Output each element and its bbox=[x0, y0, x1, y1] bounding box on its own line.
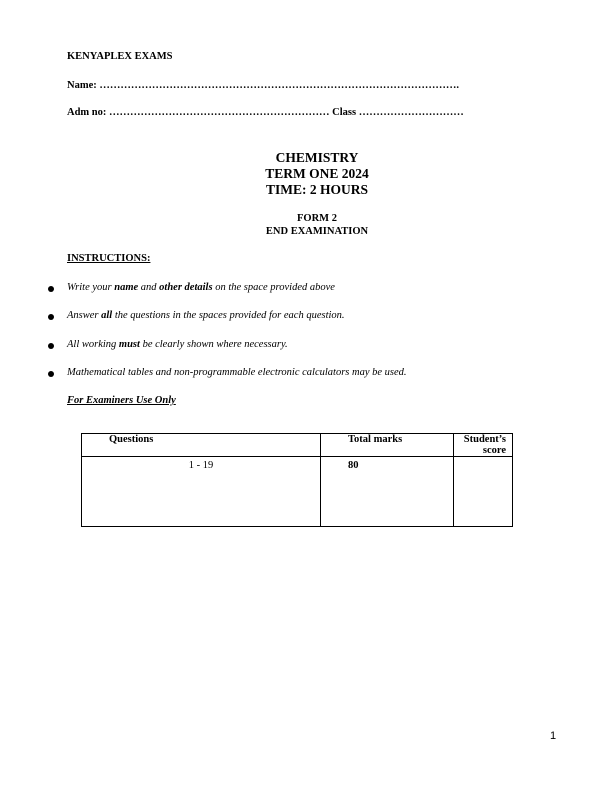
examiners-table bbox=[81, 433, 513, 527]
adm-field[interactable] bbox=[67, 107, 332, 118]
school-name: KENYAPLEX EXAMS bbox=[67, 51, 173, 62]
page-number: 1 bbox=[550, 730, 557, 742]
name-label: Name: bbox=[67, 80, 97, 91]
column-header-student-score: Student’s score bbox=[454, 434, 513, 457]
time-title: TIME: 2 HOURS bbox=[265, 182, 368, 197]
bullet-icon bbox=[48, 314, 54, 320]
term-title: TERM ONE 2024 bbox=[265, 166, 369, 181]
table-row bbox=[82, 457, 513, 527]
instruction-item: All working must be clearly shown where necessary. bbox=[67, 339, 288, 350]
exam-type-title: END EXAMINATION bbox=[265, 226, 369, 237]
class-dots: ………………………… bbox=[358, 107, 464, 118]
instruction-item: Answer all the questions in the spaces provided for each question. bbox=[67, 310, 345, 321]
cell-questions: 1 - 19 bbox=[82, 457, 321, 527]
cell-student-score[interactable] bbox=[454, 457, 513, 527]
column-header-questions: Questions bbox=[82, 434, 321, 457]
subject-title: CHEMISTRY bbox=[275, 150, 359, 165]
cell-total-marks: 80 bbox=[321, 457, 454, 527]
bullet-icon bbox=[48, 286, 54, 292]
examiners-heading: For Examiners Use Only bbox=[67, 395, 176, 406]
instruction-item: Write your name and other details on the space provided above bbox=[67, 282, 335, 293]
adm-class-line bbox=[67, 107, 464, 118]
adm-label: Adm no: bbox=[67, 107, 107, 118]
exam-title-block bbox=[0, 150, 612, 198]
class-label: Class bbox=[332, 107, 357, 118]
name-dots: …………………………………………………………………………………………. bbox=[99, 80, 459, 91]
table-header-row bbox=[82, 434, 513, 457]
instructions-heading: INSTRUCTIONS: bbox=[67, 253, 151, 264]
bullet-icon bbox=[48, 371, 54, 377]
name-field[interactable] bbox=[67, 80, 459, 91]
exam-subtitle-block bbox=[0, 212, 612, 238]
column-header-total-marks: Total marks bbox=[321, 434, 454, 457]
class-field[interactable] bbox=[332, 107, 464, 118]
form-title: FORM 2 bbox=[297, 213, 337, 224]
bullet-icon bbox=[48, 343, 54, 349]
instruction-item: Mathematical tables and non-programmable electronic calculators may be used. bbox=[67, 367, 407, 378]
adm-dots: ……………………………………………………… bbox=[109, 107, 330, 118]
